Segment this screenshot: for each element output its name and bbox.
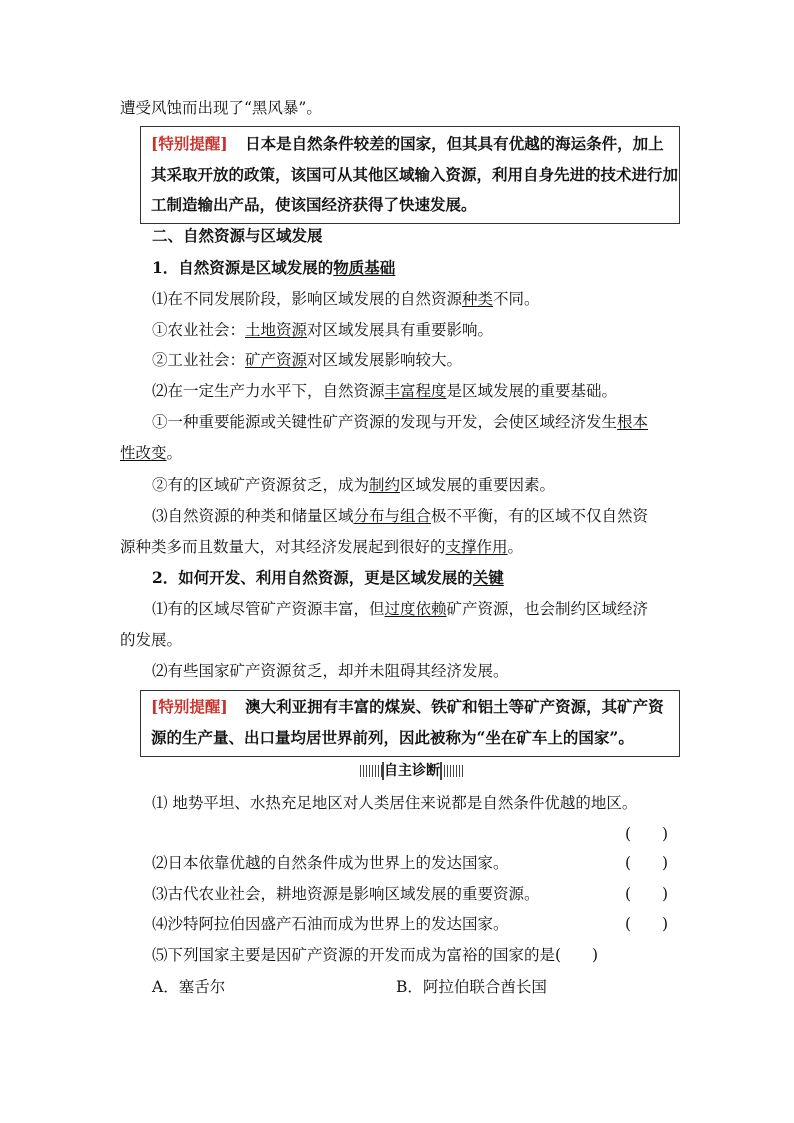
reminder-tag: [特别提醒] bbox=[151, 134, 228, 153]
paragraph-line: ②工业社会：矿产资源对区域发展影响较大。 bbox=[152, 351, 463, 369]
special-reminder-box-2 bbox=[140, 690, 680, 757]
reminder-2-line-2: 源的生产量、出口量均居世界前列，因此被称为“坐在矿车上的国家”。 bbox=[151, 728, 634, 747]
option-a[interactable]: A．塞舌尔 bbox=[152, 978, 226, 996]
section-heading: 二、自然资源与区域发展 bbox=[152, 226, 323, 245]
paragraph-line: 源种类多而且数量大，对其经济发展起到很好的支撑作用。 bbox=[120, 538, 524, 556]
question-4: ⑷沙特阿拉伯因盛产石油而成为世界上的发达国家。 bbox=[152, 915, 509, 933]
question-2: ⑵日本依靠优越的自然条件成为世界上的发达国家。 bbox=[152, 854, 509, 872]
point-1-heading: 1．自然资源是区域发展的物质基础 bbox=[152, 258, 396, 277]
answer-blank-2[interactable]: ( ) bbox=[625, 854, 669, 872]
paragraph-line: ⑴在不同发展阶段，影响区域发展的自然资源种类不同。 bbox=[152, 290, 540, 308]
special-reminder-box-1 bbox=[140, 126, 680, 224]
point-2-heading: 2．如何开发、利用自然资源，更是区域发展的关键 bbox=[152, 568, 504, 587]
question-3: ⑶古代农业社会，耕地资源是影响区域发展的重要资源。 bbox=[152, 885, 540, 903]
paragraph-line: ⑶自然资源的种类和储量区域分布与组合极不平衡，有的区域不仅自然资 bbox=[152, 507, 649, 525]
continued-text: 遭受风蚀而出现了“黑风暴”。 bbox=[120, 99, 322, 117]
reminder-2-line-1: [特别提醒] 澳大利亚拥有丰富的煤炭、铁矿和铝土等矿产资源，其矿产资 bbox=[151, 697, 664, 716]
paragraph-line: ⑴有的区域尽管矿产资源丰富，但过度依赖矿产资源，也会制约区域经济 bbox=[152, 600, 649, 618]
banner-label: 自主诊断 bbox=[384, 763, 440, 779]
answer-blank-1[interactable]: ( ) bbox=[625, 825, 669, 843]
paragraph-line: ①一种重要能源或关键性矿产资源的发现与开发，会使区域经济发生根本 bbox=[152, 413, 649, 431]
reminder-1-line-3: 工制造输出产品，使该国经济获得了快速发展。 bbox=[151, 195, 477, 214]
paragraph-line: ①农业社会：土地资源对区域发展具有重要影响。 bbox=[152, 321, 494, 339]
paragraph-line: 的发展。 bbox=[120, 631, 183, 649]
paragraph-line: ②有的区域矿产资源贫乏，成为制约区域发展的重要因素。 bbox=[152, 476, 556, 494]
paragraph-line: 性改变。 bbox=[120, 444, 183, 462]
paragraph-line: ⑵有些国家矿产资源贫乏，却并未阻碍其经济发展。 bbox=[152, 662, 509, 680]
reminder-1-line-1: [特别提醒] 日本是自然条件较差的国家，但其具有优越的海运条件，加上 bbox=[151, 134, 664, 153]
answer-blank-4[interactable]: ( ) bbox=[625, 915, 669, 933]
reminder-1-line-2: 其采取开放的政策，该国可从其他区域输入资源，利用自身先进的技术进行加 bbox=[151, 165, 679, 184]
question-5: ⑸下列国家主要是因矿产资源的开发而成为富裕的国家的是( ) bbox=[152, 946, 599, 964]
option-b[interactable]: B．阿拉伯联合酋长国 bbox=[396, 978, 547, 996]
answer-blank-3[interactable]: ( ) bbox=[625, 885, 669, 903]
reminder-tag: [特别提醒] bbox=[151, 697, 228, 716]
paragraph-line: ⑵在一定生产力水平下，自然资源丰富程度是区域发展的重要基础。 bbox=[152, 382, 618, 400]
self-diagnosis-banner bbox=[360, 762, 464, 780]
question-1: ⑴ 地势平坦、水热充足地区对人类居住来说都是自然条件优越的地区。 bbox=[152, 794, 638, 812]
